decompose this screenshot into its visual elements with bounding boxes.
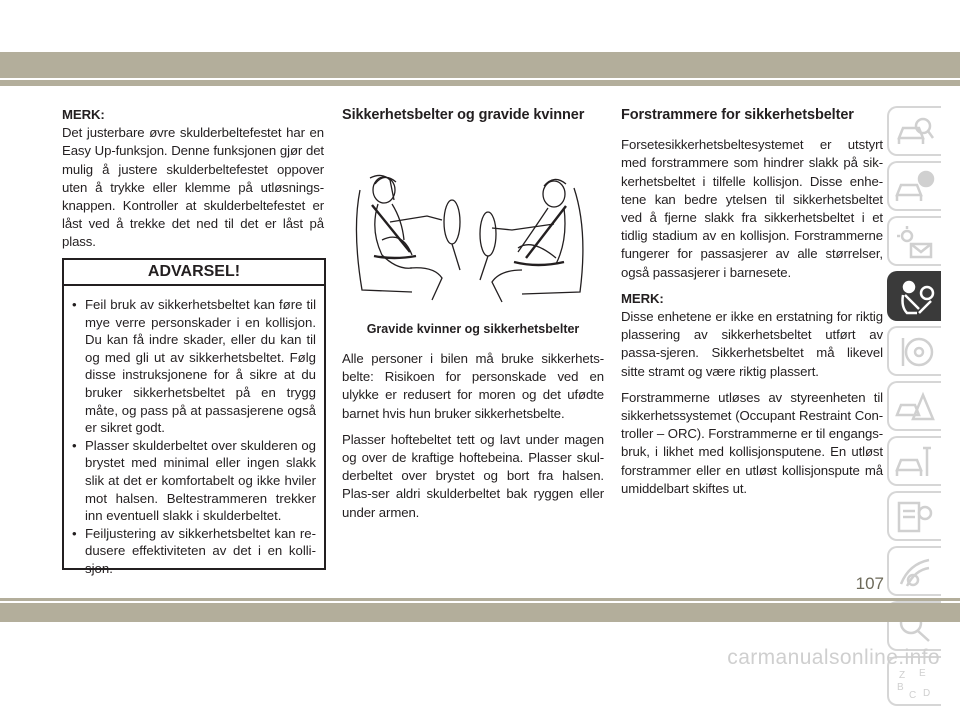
page-number: 107 (855, 574, 884, 593)
tab-car-service[interactable] (887, 436, 941, 486)
note-paragraph (62, 106, 324, 252)
column-3 (621, 106, 883, 506)
svg-text:Z: Z (899, 670, 906, 681)
tab-warning-lights[interactable] (887, 216, 941, 266)
section-heading-pretensioners: Forstrammere for sikkerhetsbelter (621, 107, 854, 123)
tab-car-search[interactable] (887, 106, 941, 156)
tab-steering-wheel[interactable] (887, 326, 941, 376)
note-text: Disse enhetene er ikke en erstatning for riktig plassering av sikkerhetsbeltet utført av passa-sjeren. Sikkerhetsbeltet må likevel sitte stramt og være riktig plassert. (621, 309, 883, 379)
note-text: Det justerbare øvre skulderbeltefestet har en Easy Up-funksjon. Denne funksjonen gjør det mulig å justere skulderbeltefestet oppover uten å trykke eller klemme på utløsnings-knappen. Kontroller at skulderbeltefestet er låst ved å trekke det ned til det er låst på plass. (62, 125, 324, 250)
tab-seatbelt-airbag[interactable] (887, 271, 941, 321)
paragraph: Forsetesikkerhetsbeltesystemet er utstyrt med forstrammere som hindrer slakk på sik-kerhetsbeltet i tilfelle kollisjon. Disse enhe-tene kan bedre ytelsen til sikkerhetsbeltet ved å fjerne slakk fra sikkerhetsbeltet i et tidlig stadium av en kollisjon. Forstrammerne fungerer for passasjerer av alle størrelser, også passasjerer i barnesete. (621, 137, 883, 280)
specifications-icon (895, 499, 935, 535)
svg-text:E: E (919, 668, 926, 679)
column-2-body (342, 350, 604, 530)
multimedia-icon (895, 554, 935, 590)
paragraph: Forstrammerne utløses av styreenheten til sikkerhetssystemet (Occupant Restraint Con-troller – ORC). Forstrammerne er til engangs-bruk, i likhet med kollisjonsputene. En utløst forstrammer eller en utløst kollisjonspute må umiddelbart skiftes ut. (621, 389, 883, 496)
top-band-line (0, 80, 960, 86)
figure-caption: Gravide kvinner og sikkerhetsbelter (366, 322, 580, 336)
tab-specifications[interactable] (887, 491, 941, 541)
column-2 (342, 106, 604, 136)
watermark: carmanualsonline.info (727, 646, 940, 669)
pregnant-women-illustration (342, 160, 604, 310)
car-service-icon (895, 444, 935, 480)
car-search-icon (895, 114, 935, 150)
warning-list (72, 296, 316, 578)
warning-item: • Feil bruk av sikkerhetsbeltet kan føre til mye verre personskader i en kollisjon. Du kan få indre skader, eller du kan til og med gli ut av sikkerhetsbeltet. Følg disse instruksjonene for å sikre at du bruker sikkerhetsbeltet på en trygg måte, og pass på at passasjerene også er sikret godt. (72, 296, 316, 437)
tab-multimedia[interactable] (887, 546, 941, 596)
warning-title: ADVARSEL! (64, 260, 324, 286)
seatbelt-airbag-icon (895, 279, 935, 315)
tab-car-hazard[interactable] (887, 381, 941, 431)
tab-car-info[interactable] (887, 161, 941, 211)
bottom-band (0, 603, 960, 622)
note-paragraph (621, 290, 883, 381)
column-1 (62, 106, 324, 260)
steering-wheel-icon (895, 334, 935, 370)
car-info-icon (895, 169, 935, 205)
svg-text:D: D (923, 688, 931, 699)
section-heading-pregnant: Sikkerhetsbelter og gravide kvinner (342, 107, 585, 123)
bottom-band-line (0, 598, 960, 601)
svg-text:C: C (909, 690, 917, 700)
warning-item: • Plasser skulderbeltet over skulderen og brystet med minimal eller ingen slakk slik at det er komfortabelt og ikke hviler mot halsen. Beltestrammeren trekker inn eventuell slakk i skulderbeltet. (72, 437, 316, 525)
paragraph: Alle personer i bilen må bruke sikkerhets-belte: Risikoen for personskade ved en ulykke er redusert for moren og det ufødte barnet hvis hun bruker sikkerhetsbelte. (342, 351, 604, 421)
paragraph: Plasser hoftebeltet tett og lavt under magen og over de kraftige hoftebeina. Plasser skul-derbeltet over brystet og bort fra halsen. Plas-ser aldri skulderbeltet bak ryggen eller under armen. (342, 431, 604, 520)
warning-lights-icon (895, 224, 935, 260)
note-label: MERK: (62, 107, 105, 122)
warning-box (62, 258, 326, 576)
note-label: MERK: (621, 290, 664, 306)
top-band (0, 52, 960, 78)
svg-text:B: B (897, 682, 904, 693)
warning-item: • Feiljustering av sikkerhetsbeltet kan re-dusere effektiviteten av det i en kolli-sjon. (72, 525, 316, 578)
car-hazard-icon (895, 389, 935, 425)
